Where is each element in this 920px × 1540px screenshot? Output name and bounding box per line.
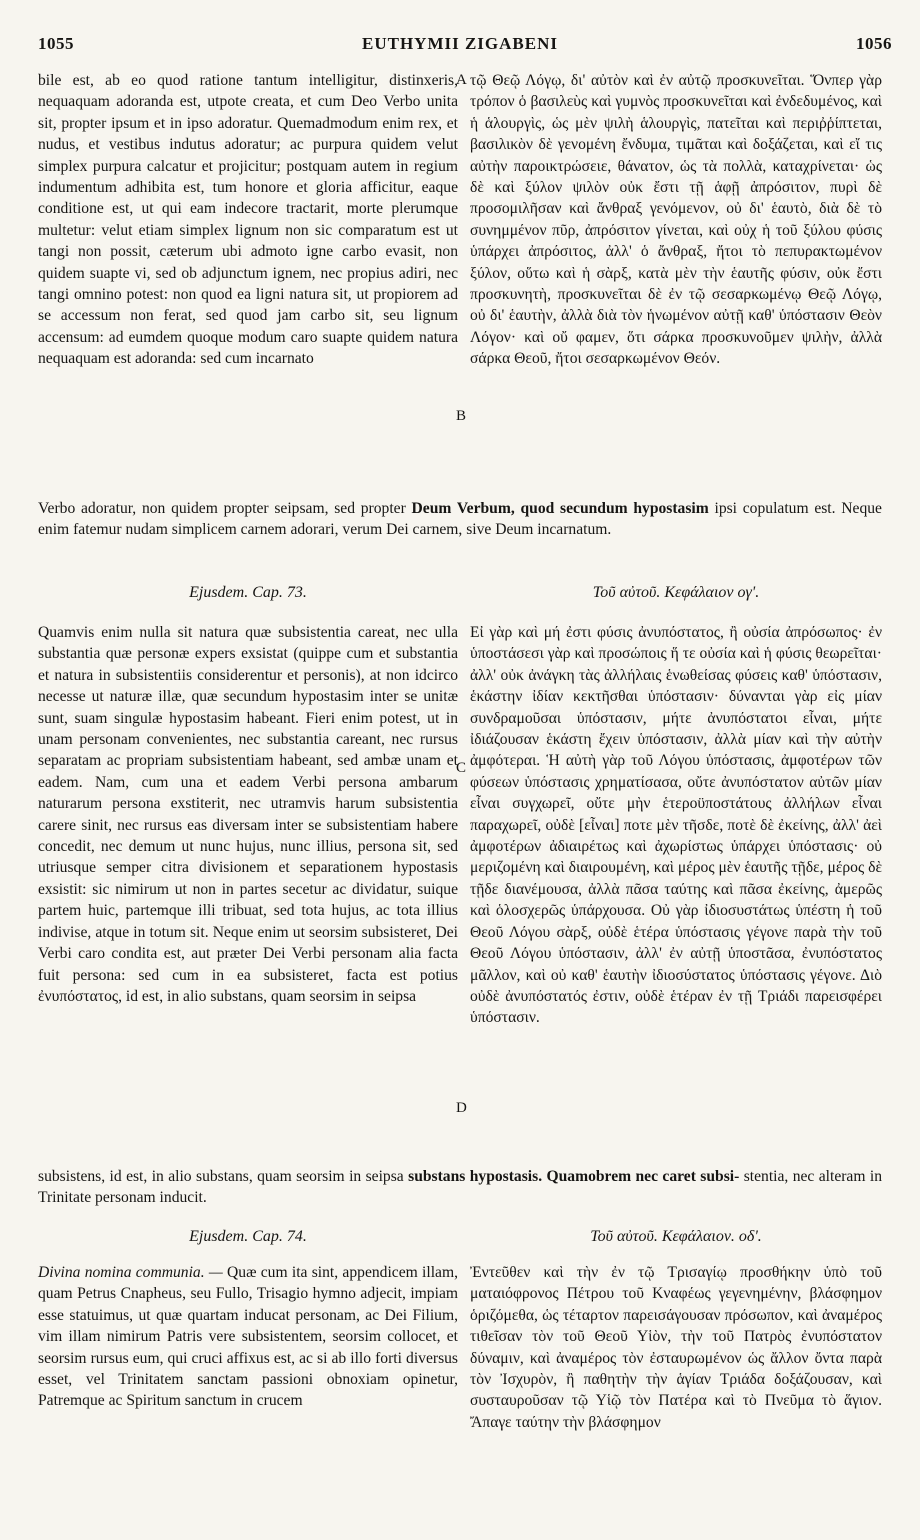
section2-full-text-a: subsistens, id est, in alio substans, quam seorsim in seipsa: [38, 1168, 409, 1185]
section1-full-text-b: ipsi copulatum est. Neque enim fatemur nudam simplicem carnem adorari, verum Dei carnem, sive Deum incarnatum.: [38, 500, 882, 539]
page-number-right: 1056: [856, 34, 892, 53]
section2-full-width-text: [38, 1166, 882, 1209]
chapter-73-latin-heading: Ejusdem. Cap. 73.: [189, 584, 307, 601]
margin-letter-c: C: [456, 760, 467, 776]
section1-latin-column: bile est, ab eo quod ratione tantum intelligitur, distinxeris, nequaquam adoranda est, utpote creata, et cum Deo Verbo unita sit, propter ipsum et in ipso adoratur. Quemadmodum enim rex, et nudus, et vestibus indutus adoratur; ac purpura quidem velut simplex purpura calcatur et projicitur; postquam autem in regium indumentum adhibita est, tum honore et gloria afficitur, eaque conditione est, ut qui eam indecore tractarit, morte plerumque multetur: velut etiam simplex lignum non sic comparatum est ut tangi non possit, cæterum ubi admoto igne carbo evasit, non quidem suapte vi, sed ob adjunctum ignem, nec propius adiri, nec tangi omnino potest: non quod ea ligni natura sit, ut propiorem ad se accessum non ferat, sed quod jam carbo sit, seu lignum accensum: ad eumdem quoque modum caro suapte quidem natura nequaquam est adoranda: sed cum incarnato: [38, 72, 458, 368]
page-header: [28, 34, 892, 56]
chapter-73-greek-heading: Τοῦ αὐτοῦ. Κεφάλαιον ογ'.: [592, 584, 760, 601]
page-number-left: 1055: [38, 34, 74, 53]
section1-greek-column: τῷ Θεῷ Λόγῳ, δι' αὐτὸν καὶ ἐν αὐτῷ προσκυνεῖται. Ὅνπερ γὰρ τρόπον ὁ βασιλεὺς καὶ γυμνὸς προσκυνεῖται καὶ ἐνδεδυμένος, καὶ ἡ ἁλουργὶς, ὡς μὲν ψιλὴ ἁλουργὶς, πατεῖται καὶ περιῤῥίπτεται, βασιλικὸν δὲ γενομένη ἔνδυμα, τιμᾶται καὶ δοξάζεται, καὶ εἴ τις αὐτὴν παροικτρώσειε, θάνατον, ὡς τὰ πολλὰ, καταχρίνεται· ὡς δὲ καὶ ξύλον ψιλὸν οὐκ ἔστι τῇ ἁφῇ ἀπρόσιτον, πυρὶ δὲ προσομιλῆσαν καὶ ἄνθραξ γενόμενον, οὐ δι' ἑαυτὸ, διὰ δὲ τὸ συνημμένον πῦρ, ἀπρόσιτον γίνεται, καὶ οὐχ ἡ τοῦ ξύλου φύσις ὑπάρχει ἀπρόσιτος, ἀλλ' ὁ ἄνθραξ, ἤτοι τὸ πεπυρακτωμένον ξύλον, οὕτω καὶ ἡ σὰρξ, κατὰ μὲν τὴν ἑαυτῆς φύσιν, οὐκ ἔστι προσκυνητὴ, προσκυνεῖται δὲ ἐν τῷ σεσαρκωμένῳ Θεῷ Λόγῳ, οὐ δι' ἑαυτὴν, ἀλλὰ διὰ τὸν ἡνωμένον αὐτῇ καθ' ὑπόστασιν Θεὸν Λόγον· καὶ οὔ φαμεν, ὅτι σάρκα προσκυνοῦμεν ψιλὴν, ἀλλὰ σάρκα Θεοῦ, ἤτοι σεσαρκωμένον Θεόν.: [470, 72, 882, 368]
section2-latin-column: Quamvis enim nulla sit natura quæ subsistentia careat, nec ulla substantia quæ personæ expers exsistat (quippe cum et substantia et natura in subsistentiis considerentur et personis), at non idcirco necesse ut naturæ illæ, quæ secundum hypostasim inter se unitæ sunt, suam singulæ hypostasim habeant. Fieri enim potest, ut in unam personam convenientes, nec substantia careant, nec rursus separatam ac propriam subsistentiam habeant, sed ambæ unam et eadem. Nam, cum una et eadem Verbi persona ambarum naturarum persona exstiterit, nec utramvis harum subsistentia carere sinit, nec rursus eas diversam inter se subsistentiam habere concedit, nec demum ut nunc hujus, nunc illius, persona sit, sed utriusque semper citra divisionem et separationem hypostasis exsistit: sic nimirum ut non in partes secetur ac dividatur, suique partem huic, partemque illi tribuat, sed tota hujus, ac tota illius indivise, atque in totum sit. Neque enim ut seorsim subsisteret, Dei Verbi caro condita est, aut præter Dei Verbi personam alia facta fuit persona: sed cum in ea subsisteret, facta est potius ἐνυπόστατος, id est, in alio substans, quam seorsim in seipsa: [38, 624, 458, 1005]
section2-greek-column: Εἰ γὰρ καὶ μή ἐστι φύσις ἀνυπόστατος, ἢ οὐσία ἀπρόσωπος· ἐν ὑποστάσεσι γὰρ καὶ προσώποις ἥ τε οὐσία καὶ ἡ φύσις θεωρεῖται· ἀλλ' οὐκ ἀνάγκη τὰς ἀλλήλαις ἑνωθείσας φύσεις καθ' ὑπόστασιν, ἑκάστην ἰδίαν κεκτῆσθαι ὑπόστασιν· δύνανται γὰρ εἰς μίαν συνδραμοῦσαι ὑπόστασιν, μήτε ἀνυπόστατοι εἶναι, μήτε ἰδιάζουσαν ἑκάστη ἔχειν ὑπόστασιν, ἀλλὰ μίαν καὶ τὴν αὐτὴν ἀμφότεραι. Ἡ αὐτὴ γὰρ τοῦ Λόγου ὑπόστασις, ἀμφοτέρων τῶν φύσεων ὑπόστασις χρηματίσασα, οὔτε ἀνυπόστατον αὐτῶν μίαν εἶναι συγχωρεῖ, οὔτε μὴν ἑτεροϋποστάτους ἀλλήλων εἶναι παραχωρεῖ, οὐδὲ [εἶναι] ποτε μὲν τῆσδε, ποτὲ δὲ ἐκείνης, ἀλλ' ἀεὶ ἀμφοτέρων ἀδιαιρέτως καὶ ἀχωρίστως ὑπάρχει ὑπόστασις· οὐ μεριζομένη καὶ διαιρουμένη, καὶ μέρος μὲν ἑαυτῆς τῇδε, μέρος δὲ τῇδε διανέμουσα, ἀλλὰ πᾶσα ταύτης καὶ πᾶσα ἐκείνης, ἀμερῶς καὶ ὁλοσχερῶς ὑπάρχουσα. Οὐ γὰρ ἰδιοσυστάτως ὑπέστη ἡ τοῦ Θεοῦ Λόγου σὰρξ, οὐδὲ ἑτέρα ὑπόστασις γέγονε παρὰ τὴν τοῦ Θεοῦ Λόγου ὑπόστασιν, ἀλλ' ἐν αὐτῇ ὑποστᾶσα, ἐνυπόστατος μᾶλλον, καὶ οὐ καθ' ἑαυτὴν ἰδιοσύστατος ὑπόστασις γέγονε. Διὸ οὐδὲ ἀνυπόστατός ἐστιν, οὐδὲ ἑτέραν ἐν τῇ Τριάδι παρεισφέρει ὑπόστασιν.: [470, 624, 882, 1027]
running-title: EUTHYMII ZIGABENI: [361, 34, 558, 53]
margin-letter-b: B: [456, 408, 467, 424]
section1-full-text-bold: Deum Verbum, quod secundum hypostasim: [411, 500, 709, 517]
section1-full-text-a: Verbo adoratur, non quidem propter seipsam, sed propter: [38, 500, 412, 517]
section1-full-width-text: [38, 498, 882, 541]
section3-greek-column: Ἐντεῦθεν καὶ τὴν ἐν τῷ Τρισαγίῳ προσθήκην ὑπὸ τοῦ ματαιόφρονος Πέτρου τοῦ Κναφέως γεγενημένην, βλάσφημον ὁριζόμεθα, ὡς τέταρτον παρεισάγουσαν πρόσωπον, καὶ ἀναμέρος τιθεῖσαν τὸν τοῦ Θεοῦ Υἱὸν, τὴν τοῦ Πατρὸς ἐνυπόστατον δύναμιν, καὶ ἀναμέρος τὸν ἐσταυρωμένον ὡς ἄλλον ὄντα παρὰ τὸν Ἰσχυρὸν, ἢ παθητὴν τὴν ἁγίαν Τριάδα δοξάζουσαν, καὶ συσταυροῦσαν τῷ Υἱῷ τὸν Πατέρα καὶ τὸ Πνεῦμα τὸ ἅγιον. Ἄπαγε ταύτην τὴν βλάσφημον: [470, 1264, 882, 1431]
section3-latin-rubric: Divina nomina communia. —: [38, 1264, 223, 1281]
margin-letter-a: A: [456, 72, 467, 88]
margin-letter-d: D: [456, 1100, 467, 1116]
section2-full-text-b: stentia, nec alteram in Trinitate personam inducit.: [38, 1168, 883, 1207]
chapter-74-latin-heading: Ejusdem. Cap. 74.: [189, 1228, 307, 1245]
section3-latin-text: Quæ cum ita sint, appendicem illam, quam Petrus Cnapheus, seu Fullo, Trisagio hymno adjecit, impiam esse statuimus, ut quæ quartam inducat personam, ac Dei Filium, vim illam nimirum Patris vere subsistentem, seorsim collocet, et seorsim rursus eum, qui cruci affixus est, ac si ab illo forti diversus esset, vel Trinitatem sanctam passioni obnoxiam opinetur, Patremque ac Spiritum sanctum in crucem: [38, 1264, 458, 1410]
section2-full-text-bold: substans hypostasis. Quamobrem nec caret subsi-: [408, 1168, 740, 1185]
section3-latin-column: [38, 1262, 458, 1412]
chapter-74-greek-heading: Τοῦ αὐτοῦ. Κεφάλαιον. οδ'.: [590, 1228, 762, 1245]
